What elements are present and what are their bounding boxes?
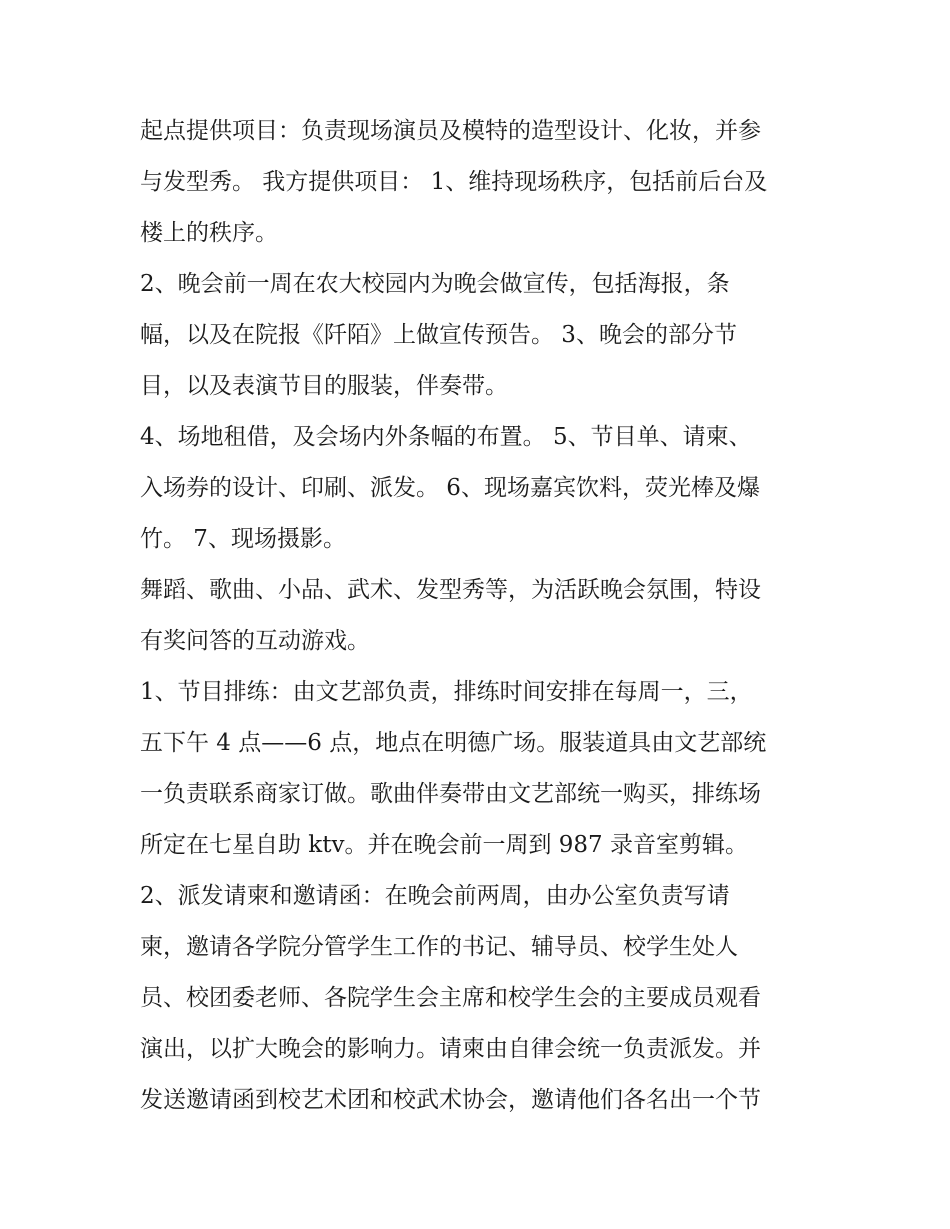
text-line: 有奖问答的互动游戏。	[140, 628, 370, 654]
text-line: 楼上的秩序。	[140, 220, 278, 246]
text-line: 1、节目排练：由文艺部负责，排练时间安排在每周一，三，	[140, 679, 753, 705]
text-line: 五下午 4 点——6 点，地点在明德广场。服装道具由文艺部统	[140, 730, 767, 756]
text-line: 4、场地租借，及会场内外条幅的布置。 5、节目单、请柬、	[140, 424, 752, 450]
text-line: 舞蹈、歌曲、小品、武术、发型秀等，为活跃晚会氛围，特设	[140, 577, 761, 603]
text-line: 目，以及表演节目的服装，伴奏带。	[140, 373, 508, 399]
document-body	[140, 106, 820, 1126]
text-line: 一负责联系商家订做。歌曲伴奏带由文艺部统一购买，排练场	[140, 781, 761, 807]
text-line: 竹。 7、现场摄影。	[140, 526, 346, 552]
text-line: 发送邀请函到校艺术团和校武术协会，邀请他们各名出一个节	[140, 1087, 761, 1113]
text-line: 幅，以及在院报《阡陌》上做宣传预告。 3、晚会的部分节	[140, 322, 737, 348]
text-line: 所定在七星自助 ktv。并在晚会前一周到 987 录音室剪辑。	[140, 832, 749, 858]
text-line: 与发型秀。 我方提供项目： 1、维持现场秩序，包括前后台及	[140, 169, 768, 195]
text-line: 2、晚会前一周在农大校园内为晚会做宣传，包括海报，条	[140, 271, 730, 297]
text-line: 员、校团委老师、各院学生会主席和校学生会的主要成员观看	[140, 985, 761, 1011]
text-line: 2、派发请柬和邀请函：在晚会前两周，由办公室负责写请	[140, 883, 730, 909]
text-line: 柬，邀请各学院分管学生工作的书记、辅导员、校学生处人	[140, 934, 738, 960]
text-line: 演出，以扩大晚会的影响力。请柬由自律会统一负责派发。并	[140, 1036, 761, 1062]
text-line: 起点提供项目：负责现场演员及模特的造型设计、化妆，并参	[140, 118, 761, 144]
text-line: 入场券的设计、印刷、派发。 6、现场嘉宾饮料，荧光棒及爆	[140, 475, 760, 501]
